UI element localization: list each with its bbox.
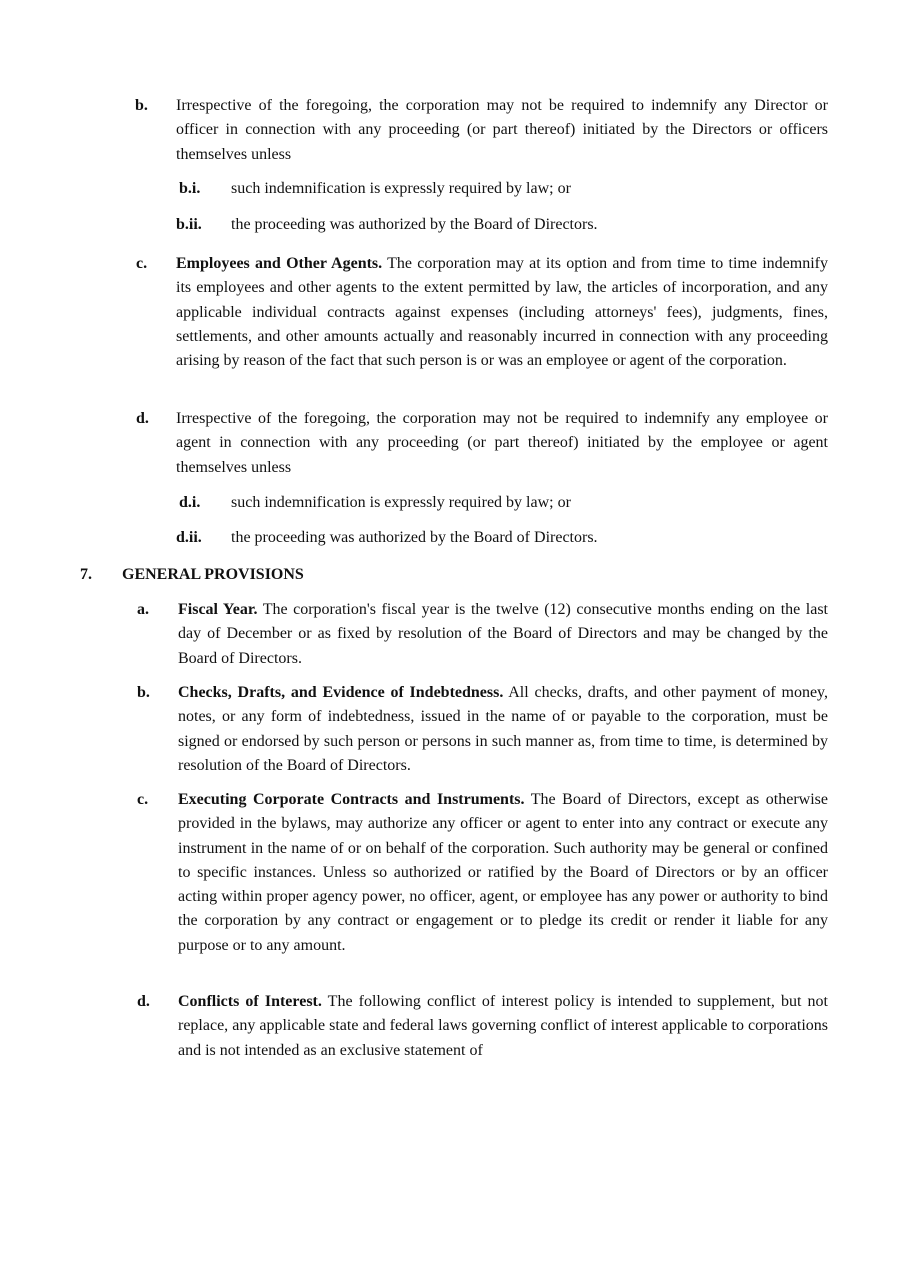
item-text bbox=[178, 788, 828, 958]
item-marker: d. bbox=[136, 410, 149, 427]
item-marker: b. bbox=[137, 684, 150, 701]
item-marker: a. bbox=[137, 601, 149, 618]
sub-item-text: such indemnification is expressly required by law; or bbox=[231, 494, 571, 511]
sub-item-marker: b.i. bbox=[179, 180, 201, 197]
item-text: Irrespective of the foregoing, the corporation may not be required to indemnify any Director or officer in connection with any proceeding (or part thereof) initiated by the Directors or officers themselves unless bbox=[176, 97, 828, 163]
item-body: The Board of Directors, except as otherwise provided in the bylaws, may authorize any officer or agent to enter into any contract or execute any instrument in the name of or on behalf of the corporation. Such authority may be general or confined to specific instances. Unless so authorized or ratified by the Board of Directors or by an officer acting within proper agency power, no officer, agent, or employee has any power or authority to bind the corporation by any contract or engagement or to pledge its credit or render it liable for any purpose or to any amount. bbox=[178, 791, 828, 954]
item-body: All checks, drafts, and other payment of money, notes, or any form of indebtedness, issued in the name of or payable to the corporation, must be signed or endorsed by such person or persons in such manner as, from time to time, is determined by resolution of the Board of Directors. bbox=[178, 684, 829, 774]
section-number: 7. bbox=[80, 566, 92, 583]
item-text bbox=[176, 252, 828, 373]
item-heading: Fiscal Year. bbox=[178, 601, 258, 618]
item-heading: Checks, Drafts, and Evidence of Indebtedness. bbox=[178, 684, 504, 701]
item-marker: c. bbox=[137, 791, 149, 808]
item-text bbox=[178, 990, 828, 1063]
sub-item-text: the proceeding was authorized by the Board of Directors. bbox=[231, 216, 598, 233]
item-heading: Employees and Other Agents. bbox=[176, 255, 383, 272]
item-marker: b. bbox=[135, 97, 148, 114]
item-heading: Conflicts of Interest. bbox=[178, 993, 322, 1010]
section-title: GENERAL PROVISIONS bbox=[122, 566, 304, 583]
item-text bbox=[178, 598, 828, 671]
sub-item-marker: b.ii. bbox=[176, 216, 202, 233]
item-text: Irrespective of the foregoing, the corporation may not be required to indemnify any employee or agent in connection with any proceeding (or part thereof) initiated by the employee or agent themselves unless bbox=[176, 410, 828, 476]
item-marker: d. bbox=[137, 993, 150, 1010]
item-body: The corporation may at its option and from time to time indemnify its employees and other agents to the extent permitted by law, the articles of incorporation, and any applicable individual contracts against expenses (including attorneys' fees), judgments, fines, settlements, and other amounts actually and reasonably incurred in connection with any proceeding arising by reason of the fact that such person is or was an employee or agent of the corporation. bbox=[176, 255, 828, 370]
sub-item-text: such indemnification is expressly required by law; or bbox=[231, 180, 571, 197]
item-heading: Executing Corporate Contracts and Instruments. bbox=[178, 791, 525, 808]
item-text bbox=[178, 681, 828, 778]
sub-item-marker: d.i. bbox=[179, 494, 201, 511]
item-marker: c. bbox=[136, 255, 148, 272]
item-body: The corporation's fiscal year is the twelve (12) consecutive months ending on the last day of December or as fixed by resolution of the Board of Directors and may be changed by the Board of Directors. bbox=[178, 601, 828, 667]
sub-item-text: the proceeding was authorized by the Board of Directors. bbox=[231, 529, 598, 546]
item-body: The following conflict of interest policy is intended to supplement, but not replace, any applicable state and federal laws governing conflict of interest applicable to corporations and is not intended as an exclusive statement of bbox=[178, 993, 828, 1059]
sub-item-marker: d.ii. bbox=[176, 529, 202, 546]
